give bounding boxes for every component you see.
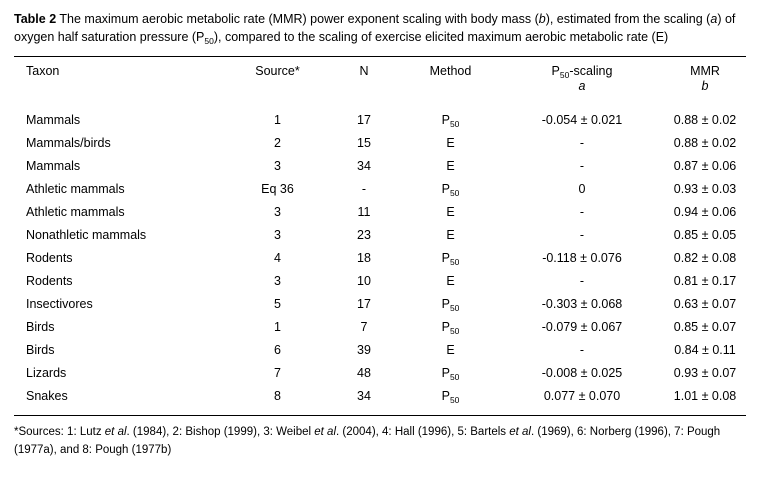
footnote-mid-2: . (2004), 4: Hall (1996), 5: Bartels [336, 426, 510, 439]
footnote-mid-1: . (1984), 2: Bishop (1999), 3: Weibel [126, 426, 315, 439]
cell-p50-scaling: - [579, 342, 585, 357]
cell-taxon: Athletic mammals [26, 181, 125, 196]
cell-method [401, 177, 500, 200]
method-main: P [441, 181, 450, 196]
method-main: P [441, 250, 450, 265]
cell-source: 4 [274, 250, 281, 265]
header-method: Method [429, 64, 472, 79]
method-sub: 50 [449, 187, 460, 198]
header-mmr-main: MMR [690, 64, 720, 79]
cell-mmr: 0.93 ± 0.03 [673, 181, 737, 196]
cell-taxon: Nonathletic mammals [26, 227, 147, 242]
table-bottom-spacer [14, 407, 746, 415]
cell-taxon: Lizards [26, 365, 67, 380]
table-row [14, 246, 746, 269]
cell-mmr: 0.94 ± 0.06 [673, 204, 737, 219]
cell-method [401, 108, 500, 131]
footnote-prefix: *Sources: 1: Lutz [14, 426, 105, 439]
cell-mmr: 0.88 ± 0.02 [673, 135, 737, 150]
cell-p50-scaling: 0.077 ± 0.070 [543, 388, 621, 403]
cell-taxon: Athletic mammals [26, 204, 125, 219]
cell-source: 3 [274, 158, 281, 173]
footnote-mid-3: . (1969), 6: Norberg (1996), 7: Pough (1977a), and 8: Pough (1977b) [14, 426, 721, 456]
table-row [14, 223, 746, 246]
caption-italic-b: b [538, 12, 546, 26]
cell-source: 3 [274, 204, 281, 219]
method-main: E [446, 227, 455, 242]
method-main: E [446, 342, 455, 357]
cell-taxon: Birds [26, 342, 55, 357]
cell-p50-scaling: -0.303 ± 0.068 [541, 296, 623, 311]
header-p50-italic-a: a [578, 79, 586, 94]
cell-p50-scaling: - [579, 204, 585, 219]
table-row [14, 269, 746, 292]
cell-method [401, 292, 500, 315]
caption-text-3: ) of oxygen half saturation pressure (P [14, 12, 736, 45]
method-main: P [441, 296, 450, 311]
table-body [14, 100, 746, 415]
cell-mmr: 0.81 ± 0.17 [673, 273, 737, 288]
footnote-italic-1: et al [104, 426, 127, 439]
table-row [14, 108, 746, 131]
header-row [14, 57, 746, 100]
cell-source: 5 [274, 296, 281, 311]
table-head [14, 57, 746, 100]
table-header-separator [14, 100, 746, 108]
header-source: Source* [255, 64, 300, 79]
cell-mmr: 0.63 ± 0.07 [673, 296, 737, 311]
footnote-italic-3: et al [509, 426, 531, 439]
table-row [14, 384, 746, 407]
caption-italic-a: a [710, 12, 718, 26]
cell-taxon: Rodents [26, 250, 73, 265]
footnote-italic-2: et al [314, 426, 337, 439]
cell-mmr: 0.85 ± 0.05 [673, 227, 737, 242]
cell-n: - [361, 181, 367, 196]
cell-n: 34 [357, 158, 371, 173]
header-mmr [664, 57, 746, 100]
table-row [14, 154, 746, 177]
caption-sub-50: 50 [204, 36, 214, 47]
cell-method [401, 223, 500, 246]
cell-n: 34 [357, 388, 371, 403]
cell-taxon: Insectivores [26, 296, 93, 311]
method-main: P [441, 112, 450, 127]
table-row [14, 361, 746, 384]
table-row [14, 131, 746, 154]
cell-n: 17 [357, 112, 371, 127]
cell-n: 17 [357, 296, 371, 311]
table-caption [14, 10, 746, 46]
cell-source: 2 [274, 135, 281, 150]
method-sub: 50 [449, 325, 460, 336]
cell-mmr: 0.87 ± 0.06 [673, 158, 737, 173]
cell-mmr: 0.82 ± 0.08 [673, 250, 737, 265]
table-row [14, 315, 746, 338]
method-main: E [446, 135, 455, 150]
cell-p50-scaling: 0 [578, 181, 586, 196]
header-mmr-italic-b: b [701, 79, 709, 94]
method-sub: 50 [449, 394, 460, 405]
cell-taxon: Mammals/birds [26, 135, 111, 150]
cell-n: 18 [357, 250, 371, 265]
cell-method [401, 154, 500, 177]
table-container [14, 56, 746, 416]
cell-taxon: Mammals [26, 158, 81, 173]
cell-n: 48 [357, 365, 371, 380]
method-main: E [446, 204, 455, 219]
header-taxon: Taxon [26, 64, 60, 79]
cell-source: 7 [274, 365, 281, 380]
spacer-cell [14, 100, 746, 108]
cell-n: 15 [357, 135, 371, 150]
method-main: E [446, 273, 455, 288]
method-sub: 50 [449, 118, 460, 129]
cell-p50-scaling: -0.054 ± 0.021 [541, 112, 623, 127]
cell-method [401, 315, 500, 338]
cell-mmr: 0.93 ± 0.07 [673, 365, 737, 380]
cell-p50-scaling: - [579, 273, 585, 288]
cell-source: 3 [274, 227, 281, 242]
table-row [14, 177, 746, 200]
cell-n: 7 [360, 319, 368, 334]
cell-source: 1 [274, 112, 281, 127]
header-p50-suffix: -scaling [569, 64, 613, 79]
cell-source: 1 [274, 319, 281, 334]
cell-n: 11 [357, 204, 371, 219]
cell-source: 8 [274, 388, 281, 403]
caption-text-2: ), estimated from the scaling ( [545, 12, 711, 26]
header-p50-scaling [500, 57, 664, 100]
cell-p50-scaling: -0.079 ± 0.067 [541, 319, 623, 334]
data-table [14, 57, 746, 415]
cell-p50-scaling: - [579, 135, 585, 150]
cell-mmr: 0.85 ± 0.07 [673, 319, 737, 334]
table-row [14, 200, 746, 223]
table-bottom-rule [14, 415, 746, 416]
cell-taxon: Rodents [26, 273, 73, 288]
cell-method [401, 269, 500, 292]
cell-p50-scaling: -0.008 ± 0.025 [541, 365, 623, 380]
cell-n: 23 [357, 227, 371, 242]
caption-text-1: The maximum aerobic metabolic rate (MMR) power exponent scaling with body mass ( [56, 12, 539, 26]
cell-taxon: Birds [26, 319, 55, 334]
cell-source: 3 [274, 273, 281, 288]
cell-p50-scaling: -0.118 ± 0.076 [542, 250, 622, 265]
cell-method [401, 131, 500, 154]
cell-mmr: 0.88 ± 0.02 [673, 112, 737, 127]
method-main: P [441, 365, 450, 380]
cell-mmr: 0.84 ± 0.11 [674, 342, 736, 357]
cell-p50-scaling: - [579, 158, 585, 173]
caption-text-4: ), compared to the scaling of exercise elicited maximum aerobic metabolic rate (E) [213, 30, 669, 45]
header-n: N [359, 64, 369, 79]
method-main: P [441, 388, 450, 403]
method-sub: 50 [449, 256, 460, 267]
cell-method [401, 246, 500, 269]
cell-p50-scaling: - [579, 227, 585, 242]
cell-n: 39 [357, 342, 371, 357]
cell-method [401, 384, 500, 407]
table-row [14, 292, 746, 315]
cell-source: 6 [274, 342, 281, 357]
cell-method [401, 338, 500, 361]
cell-source: Eq 36 [261, 181, 294, 196]
cell-method [401, 200, 500, 223]
cell-taxon: Snakes [26, 388, 68, 403]
header-p50-main: P [551, 64, 560, 79]
table-label: Table 2 [14, 12, 57, 26]
table-row [14, 338, 746, 361]
cell-n: 10 [357, 273, 371, 288]
table-footnote [14, 424, 746, 459]
cell-method [401, 361, 500, 384]
method-main: E [446, 158, 455, 173]
header-p50-sub: 50 [559, 70, 570, 81]
cell-taxon: Mammals [26, 112, 81, 127]
method-sub: 50 [449, 371, 460, 382]
method-main: P [441, 319, 450, 334]
method-sub: 50 [449, 302, 460, 313]
cell-mmr: 1.01 ± 0.08 [673, 388, 737, 403]
spacer-cell [14, 407, 746, 415]
